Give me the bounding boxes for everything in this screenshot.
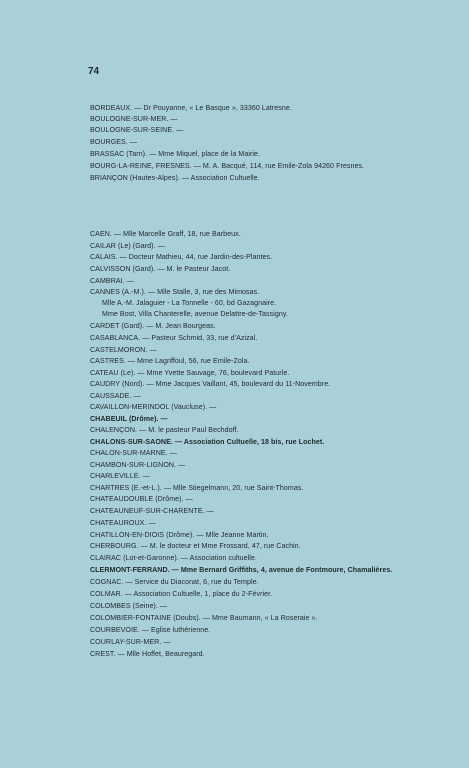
directory-entry: COGNAC. — Service du Diaconat, 6, rue du Temple. xyxy=(90,578,259,586)
directory-entry: CASTELMORON. — xyxy=(90,346,157,354)
directory-entry: CATEAU (Le). — Mme Yvette Sauvage, 76, boulevard Paturle. xyxy=(90,369,290,377)
directory-entry: CHATEAUNEUF-SUR-CHARENTE. — xyxy=(90,507,214,515)
directory-entry: BOURG-LA-REINE, FRESNES. — M. A. Bacqué, 114, rue Emile-Zola 94260 Fresnes. xyxy=(90,162,365,170)
directory-entry: CHARTRES (E.-et-L.). — Mlle Stiegelmann, 20, rue Saint-Thomas. xyxy=(90,484,304,492)
directory-entry: BOULOGNE-SUR-SEINE. — xyxy=(90,126,184,134)
directory-entry: BORDEAUX. — Dr Pouyanne, « Le Basque », 33360 Latresne. xyxy=(90,104,292,112)
directory-entry: CALAIS. — Docteur Mathieu, 44, rue Jardin-des-Plantes. xyxy=(90,253,273,261)
directory-entry: CAUDRY (Nord). — Mme Jacques Vaillant, 45, boulevard du 11-Novembre. xyxy=(90,380,331,388)
directory-entry: CALVISSON (Gard). — M. le Pasteur Jacot. xyxy=(90,265,231,273)
directory-entry: CAVAILLON-MERINDOL (Vaucluse). — xyxy=(90,403,217,411)
directory-entry: CAMBRAI. — xyxy=(90,277,134,285)
directory-entry: CHALONS-SUR-SAONE. — Association Cultuelle, 18 bis, rue Lochet. xyxy=(90,438,325,446)
directory-entry: COLMAR. — Association Cultuelle, 1, place du 2-Février. xyxy=(90,590,273,598)
directory-entry: CHATEAUDOUBLE (Drôme). — xyxy=(90,495,193,503)
directory-entry: BOULOGNE-SUR-MER. — xyxy=(90,115,178,123)
directory-entry: CHATILLON-EN-DIOIS (Drôme). — Mlle Jeanne Martin. xyxy=(90,531,269,539)
directory-entry: COURLAY-SUR-MER. — xyxy=(90,638,171,646)
directory-entry: CREST. — Mlle Hoffet, Beauregard. xyxy=(90,650,205,658)
directory-entry: CAUSSADE. — xyxy=(90,392,141,400)
directory-entry: CANNES (A.-M.). — Mlle Stalle, 3, rue des Mimosas. xyxy=(90,288,260,296)
directory-entry: Mme Bost, Villa Chanterelle, avenue Delattre-de-Tassigny. xyxy=(102,310,288,318)
directory-entry: CLAIRAC (Lot-et-Garonne). — Association cultuelle. xyxy=(90,554,257,562)
directory-entry: CAEN. — Mlle Marcelle Graff, 18, rue Barbeux. xyxy=(90,230,241,238)
directory-entry: CHATEAUROUX. — xyxy=(90,519,156,527)
directory-entry: CASABLANCA. — Pasteur Schmid, 33, rue d'Azizal. xyxy=(90,334,258,342)
directory-entry: BRASSAC (Tarn). — Mme Miquel, place de la Mairie. xyxy=(90,150,260,158)
directory-entry: CLERMONT-FERRAND. — Mme Bernard Griffiths, 4, avenue de Fontmoure, Chamalières. xyxy=(90,566,393,574)
directory-entry: CASTRES. — Mme Lagriffoul, 56, rue Emile-Zola. xyxy=(90,357,250,365)
directory-entry: CAILAR (Le) (Gard). — xyxy=(90,242,165,250)
directory-entry: CHERBOURG. — M. le docteur et Mme Frossard, 47, rue Cachin. xyxy=(90,542,301,550)
directory-entry: Mlle A.-M. Jalaguier - La Tonnelle - 60, bd Gazagnaire. xyxy=(102,299,277,307)
directory-entry: CHAMBON-SUR-LIGNON. — xyxy=(90,461,186,469)
directory-entry: CHABEUIL (Drôme). — xyxy=(90,415,168,423)
page-number: 74 xyxy=(88,66,100,77)
directory-entry: CARDET (Gard). — M. Jean Bourgeas. xyxy=(90,322,216,330)
directory-entry: COURBEVOIE. — Eglise luthérienne. xyxy=(90,626,211,634)
directory-entry: COLOMBIER-FONTAINE (Doubs). — Mme Baumann, « La Roseraie ». xyxy=(90,614,318,622)
directory-entry: CHARLEVILLE. — xyxy=(90,472,150,480)
directory-entry: COLOMBES (Seine). — xyxy=(90,602,168,610)
directory-entry: CHALON-SUR-MARNE. — xyxy=(90,449,177,457)
directory-entry: CHALENÇON. — M. le pasteur Paul Bechdoff. xyxy=(90,426,239,434)
directory-entry: BRIANÇON (Hautes-Alpes). — Association Cultuelle. xyxy=(90,174,260,182)
directory-entry: BOURGES. — xyxy=(90,138,138,146)
